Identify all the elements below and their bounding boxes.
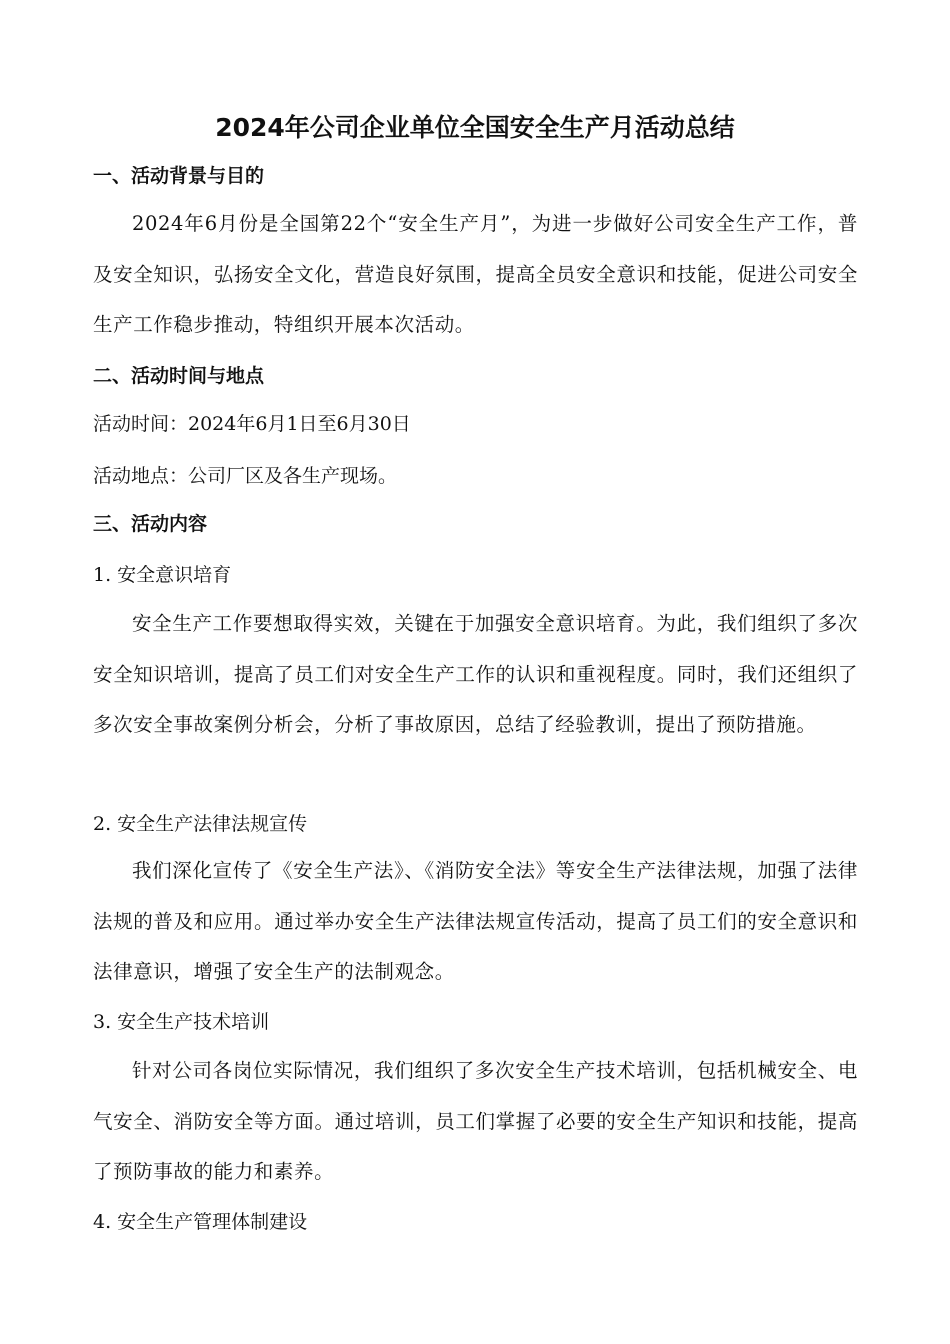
content-item-2-title: 2. 安全生产法律法规宣传	[93, 813, 308, 835]
content-item-2-paragraph: 我们深化宣传了《安全生产法》、《消防安全法》等安全生产法律法规，加强了法律法规的普及和应用。通过举办安全生产法律法规宣传活动，提高了员工们的安全意识和法律意识，增强了安全生产的法制观念。	[93, 859, 858, 983]
activity-place-line: 活动地点：公司厂区及各生产现场。	[93, 465, 398, 487]
content-item-1-title: 1. 安全意识培育	[93, 564, 232, 586]
section-heading-time-place: 二、活动时间与地点	[93, 365, 265, 387]
content-item-3-paragraph: 针对公司各岗位实际情况，我们组织了多次安全生产技术培训，包括机械安全、电气安全、消防安全等方面。通过培训，员工们掌握了必要的安全生产知识和技能，提高了预防事故的能力和素养。	[93, 1059, 858, 1183]
content-item-3-title: 3. 安全生产技术培训	[93, 1011, 270, 1033]
background-paragraph: 2024年6月份是全国第22个“安全生产月”，为进一步做好公司安全生产工作，普及安全知识，弘扬安全文化，营造良好氛围，提高全员安全意识和技能，促进公司安全生产工作稳步推动，特组织开展本次活动。	[93, 212, 858, 336]
content-item-4-title: 4. 安全生产管理体制建设	[93, 1211, 308, 1233]
activity-time-line: 活动时间：2024年6月1日至6月30日	[93, 413, 411, 435]
document-title: 2024年公司企业单位全国安全生产月活动总结	[215, 113, 735, 142]
content-item-1-paragraph: 安全生产工作要想取得实效，关键在于加强安全意识培育。为此，我们组织了多次安全知识培训，提高了员工们对安全生产工作的认识和重视程度。同时，我们还组织了多次安全事故案例分析会，分析了事故原因，总结了经验教训，提出了预防措施。	[93, 612, 858, 736]
section-heading-content: 三、活动内容	[93, 513, 208, 535]
section-heading-background: 一、活动背景与目的	[93, 165, 265, 187]
